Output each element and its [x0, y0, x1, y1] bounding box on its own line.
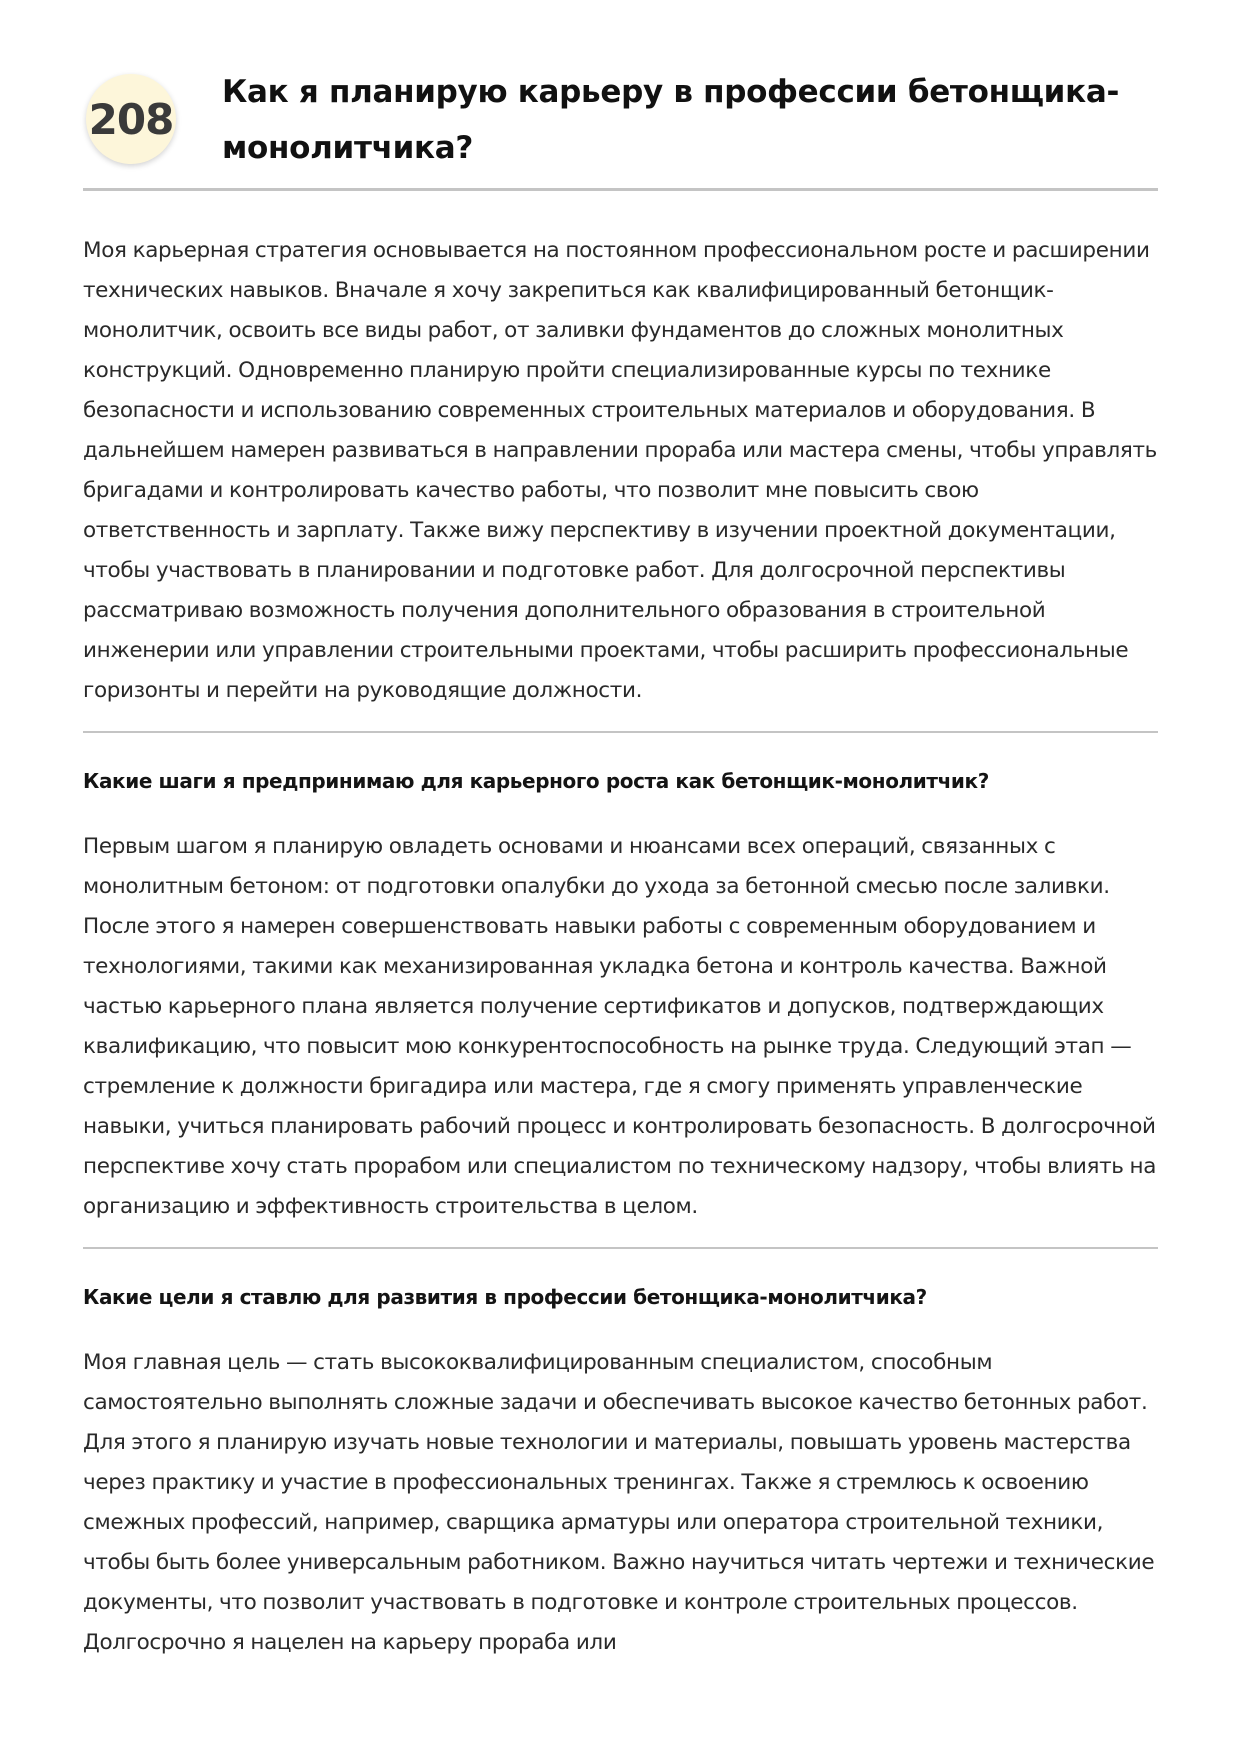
- section-heading: Какие цели я ставлю для развития в профессии бетонщика-монолитчика?: [83, 1285, 927, 1309]
- section-divider: [83, 731, 1158, 733]
- section-heading: Какие шаги я предпринимаю для карьерного роста как бетонщик-монолитчик?: [83, 769, 989, 793]
- section-divider: [83, 1247, 1158, 1249]
- question-title: Как я планирую карьеру в профессии бетонщика-монолитчика?: [222, 74, 1120, 166]
- section-paragraph: Первым шагом я планирую овладеть основами и нюансами всех операций, связанных с монолитным бетоном: от подготовки опалубки до ухода за бетонной смесью после заливки. После этого я намерен совершенствовать навыки работы с современным оборудованием и технологиями, такими как механизированная укладка бетона и контроль качества. Важной частью карьерного плана является получение сертификатов и допусков, подтверждающих квалификацию, что повысит мою конкурентоспособность на рынке труда. Следующий этап — стремление к должности бригадира или мастера, где я смогу применять управленческие навыки, учиться планировать рабочий процесс и контролировать безопасность. В долгосрочной перспективе хочу стать прорабом или специалистом по техническому надзору, чтобы влиять на организацию и эффективность строительства в целом.: [83, 834, 1157, 1219]
- intro-paragraph: Моя карьерная стратегия основывается на постоянном профессиональном росте и расширении технических навыков. Вначале я хочу закрепиться как квалифицированный бетонщик-монолитчик, освоить все виды работ, от заливки фундаментов до сложных монолитных конструкций. Одновременно планирую пройти специализированные курсы по технике безопасности и использованию современных строительных материалов и оборудования. В дальнейшем намерен развиваться в направлении прораба или мастера смены, чтобы управлять бригадами и контролировать качество работы, что позволит мне повысить свою ответственность и зарплату. Также вижу перспективу в изучении проектной документации, чтобы участвовать в планировании и подготовке работ. Для долгосрочной перспективы рассматриваю возможность получения дополнительного образования в строительной инженерии или управлении строительными проектами, чтобы расширить профессиональные горизонты и перейти на руководящие должности.: [83, 238, 1157, 703]
- question-number-badge: 208: [86, 74, 176, 164]
- document-page: [83, 46, 1158, 1663]
- question-header: [83, 46, 1158, 191]
- section-paragraph: Моя главная цель — стать высококвалифицированным специалистом, способным самостоятельно выполнять сложные задачи и обеспечивать высокое качество бетонных работ. Для этого я планирую изучать новые технологии и материалы, повышать уровень мастерства через практику и участие в профессиональных тренингах. Также я стремлюсь к освоению смежных профессий, например, сварщика арматуры или оператора строительной техники, чтобы быть более универсальным работником. Важно научиться читать чертежи и технические документы, что позволит участвовать в подготовке и контроле строительных процессов. Долгосрочно я нацелен на карьеру прораба или: [83, 1350, 1155, 1655]
